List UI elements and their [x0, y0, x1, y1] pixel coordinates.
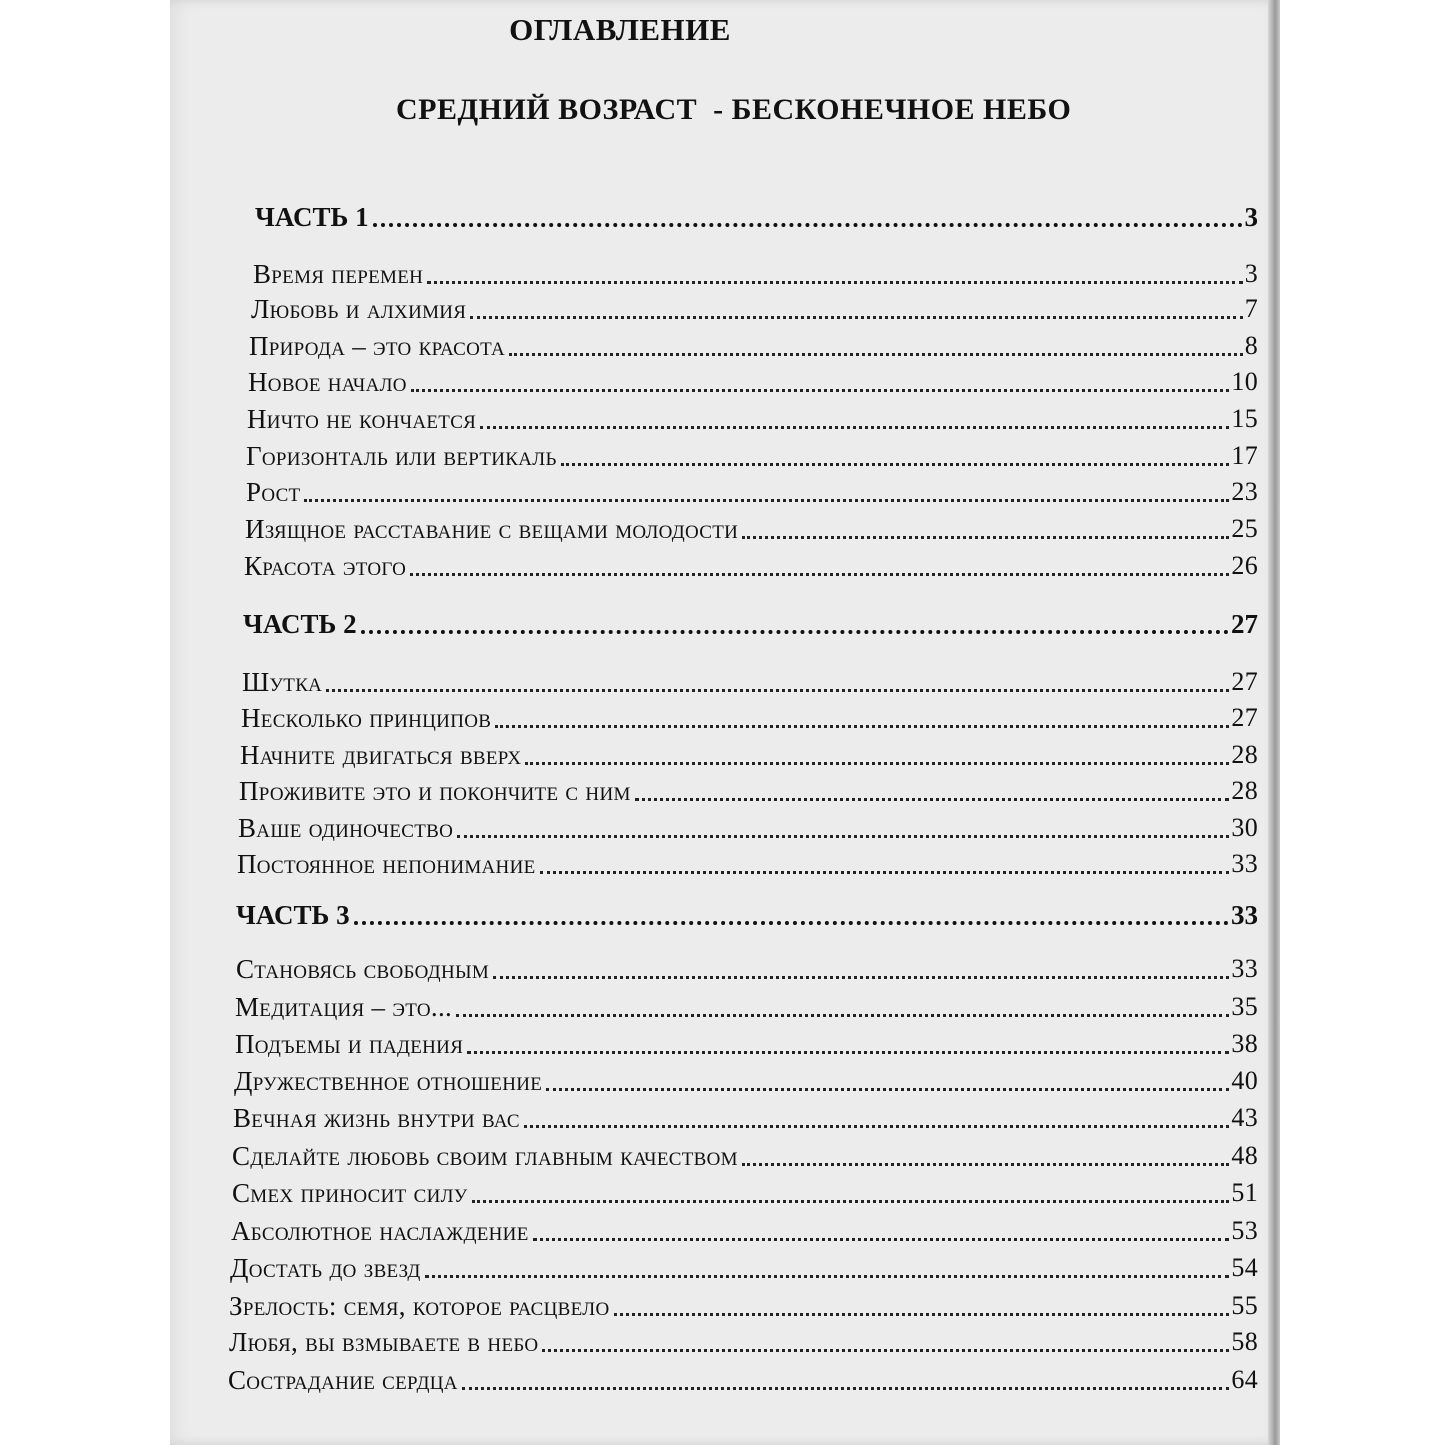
dot-leader [427, 281, 1243, 284]
toc-entry-label: Сделайте любовь своим главным качеством [232, 1141, 738, 1171]
toc-chapter-entry [235, 1025, 1258, 1061]
toc-entry-label: Дружественное отношение [234, 1066, 543, 1096]
toc-entry-page-number: 8 [1244, 331, 1258, 360]
toc-chapter-entry [245, 510, 1258, 546]
toc-entry-page-number: 38 [1231, 1029, 1258, 1058]
toc-entry-page-number: 30 [1231, 813, 1258, 842]
dot-leader [410, 573, 1229, 576]
toc-entry-page-number: 28 [1231, 740, 1258, 769]
toc-entry-label: Любовь и алхимия [251, 294, 467, 324]
toc-chapter-entry [231, 1212, 1258, 1248]
dot-leader [411, 389, 1230, 392]
toc-chapter-entry [237, 845, 1258, 881]
dot-leader [540, 871, 1230, 874]
toc-entry-page-number: 17 [1231, 441, 1258, 470]
toc-entry-label: Рост [246, 477, 301, 507]
dot-leader [462, 1387, 1230, 1390]
toc-chapter-entry [242, 663, 1258, 699]
dot-leader [472, 1200, 1230, 1203]
toc-entry-page-number: 48 [1231, 1141, 1258, 1170]
book-title: СРЕДНИЙ ВОЗРАСТ - БЕСКОНЕЧНОЕ НЕБО [396, 93, 1072, 126]
toc-entry-label: Достать до звезд [230, 1253, 421, 1283]
toc-entry-page-number: 33 [1231, 849, 1258, 878]
toc-entry-label: Подъемы и падения [235, 1029, 464, 1059]
dot-leader [561, 463, 1230, 466]
toc-entry-page-number: 51 [1231, 1178, 1258, 1207]
toc-entry-label: Природа – это красота [249, 331, 506, 361]
toc-chapter-entry [247, 400, 1258, 436]
toc-entry-page-number: 25 [1231, 514, 1258, 543]
toc-chapter-entry [232, 1174, 1258, 1210]
toc-entry-label: Горизонталь или вертикаль [246, 441, 557, 471]
dot-leader [326, 689, 1229, 692]
toc-chapter-entry [230, 1249, 1258, 1285]
toc-entry-page-number: 26 [1231, 551, 1258, 580]
toc-entry-page-number: 7 [1244, 294, 1258, 323]
toc-entry-label: Изящное расставание с вещами молодости [245, 514, 739, 544]
dot-leader [495, 725, 1229, 728]
toc-part-entry [236, 893, 1258, 933]
dot-leader [742, 1163, 1230, 1166]
dot-leader [373, 223, 1243, 227]
toc-entry-page-number: 35 [1231, 992, 1258, 1021]
toc-entry-page-number: 27 [1231, 609, 1258, 639]
toc-entry-page-number: 15 [1231, 404, 1258, 433]
toc-entry-label: Ничто не кончается [247, 404, 477, 434]
toc-chapter-entry [228, 1361, 1258, 1397]
toc-entry-page-number: 55 [1231, 1291, 1258, 1320]
toc-entry-label: ЧАСТЬ 1 [255, 202, 369, 232]
toc-entry-label: Зрелость: семя, которое расцвело [229, 1291, 610, 1321]
toc-entry-page-number: 40 [1231, 1066, 1258, 1095]
toc-entry-label: Ваше одиночество [238, 813, 454, 843]
toc-entry-page-number: 3 [1244, 202, 1258, 232]
toc-part-entry [255, 195, 1258, 235]
toc-chapter-entry [238, 809, 1258, 845]
toc-entry-page-number: 33 [1231, 954, 1258, 983]
toc-entry-label: Новое начало [248, 367, 407, 397]
toc-entry-page-number: 10 [1231, 367, 1258, 396]
toc-entry-label: Любя, вы взмываете в небо [229, 1327, 539, 1357]
toc-entry-page-number: 58 [1231, 1327, 1258, 1356]
toc-entry-page-number: 23 [1231, 477, 1258, 506]
toc-entry-page-number: 3 [1244, 259, 1258, 288]
dot-leader [470, 316, 1242, 319]
toc-entry-page-number: 54 [1231, 1253, 1258, 1282]
toc-entry-label: Абсолютное наслаждение [231, 1216, 529, 1246]
toc-entry-page-number: 28 [1231, 776, 1258, 805]
toc-entry-label: Время перемен [253, 259, 424, 289]
toc-entry-page-number: 33 [1231, 900, 1258, 930]
dot-leader [525, 762, 1229, 765]
toc-part-entry [243, 602, 1258, 642]
dot-leader [533, 1238, 1230, 1241]
dot-leader [480, 426, 1229, 429]
dot-leader [742, 536, 1229, 539]
dot-leader [614, 1313, 1230, 1316]
toc-entry-page-number: 64 [1231, 1365, 1258, 1394]
toc-chapter-entry [233, 1099, 1258, 1135]
dot-leader [493, 976, 1229, 979]
dot-leader [361, 630, 1229, 634]
toc-entry-page-number: 43 [1231, 1103, 1258, 1132]
toc-entry-page-number: 27 [1231, 667, 1258, 696]
toc-chapter-entry [234, 1062, 1258, 1098]
toc-chapter-entry [249, 327, 1258, 363]
toc-entry-page-number: 53 [1231, 1216, 1258, 1245]
toc-chapter-entry [232, 1137, 1258, 1173]
toc-entry-label: Красота этого [244, 551, 407, 581]
toc-entry-label: Начните двигаться вверх [240, 740, 522, 770]
toc-entry-label: Шутка [242, 667, 323, 697]
toc-chapter-entry [246, 437, 1258, 473]
toc-chapter-entry [240, 736, 1258, 772]
toc-heading: ОГЛАВЛЕНИЕ [509, 12, 731, 47]
dot-leader [467, 1051, 1229, 1054]
toc-chapter-entry [235, 988, 1258, 1024]
dot-leader [509, 353, 1243, 356]
toc-chapter-entry [248, 363, 1258, 399]
toc-entry-label: Становясь свободным [236, 954, 490, 984]
toc-chapter-entry [241, 699, 1258, 735]
toc-entry-label: Постоянное непонимание [237, 849, 536, 879]
toc-entry-label: ЧАСТЬ 2 [243, 609, 357, 639]
page-edge-shadow [1268, 0, 1280, 1445]
toc-chapter-entry [239, 772, 1258, 808]
dot-leader [457, 835, 1229, 838]
toc-chapter-entry [246, 473, 1258, 509]
toc-chapter-entry [244, 547, 1258, 583]
toc-chapter-entry [251, 290, 1258, 326]
toc-entry-label: ЧАСТЬ 3 [236, 900, 350, 930]
dot-leader [542, 1349, 1229, 1352]
dot-leader [456, 1014, 1229, 1017]
toc-entry-label: Смех приносит силу [232, 1178, 468, 1208]
toc-entry-label: Медитация – это... [235, 992, 453, 1022]
dot-leader [425, 1275, 1230, 1278]
toc-entry-label: Проживите это и покончите с ним [239, 776, 631, 806]
toc-chapter-entry [236, 950, 1258, 986]
toc-entry-label: Вечная жизнь внутри вас [233, 1103, 520, 1133]
toc-chapter-entry [253, 255, 1258, 291]
dot-leader [304, 499, 1229, 502]
dot-leader [524, 1125, 1230, 1128]
toc-chapter-entry [229, 1287, 1258, 1323]
toc-entry-label: Сострадание сердца [228, 1365, 458, 1395]
toc-entry-label: Несколько принципов [241, 703, 492, 733]
toc-entry-page-number: 27 [1231, 703, 1258, 732]
dot-leader [635, 798, 1230, 801]
toc-chapter-entry [229, 1323, 1258, 1359]
dot-leader [354, 921, 1229, 925]
dot-leader [546, 1088, 1229, 1091]
